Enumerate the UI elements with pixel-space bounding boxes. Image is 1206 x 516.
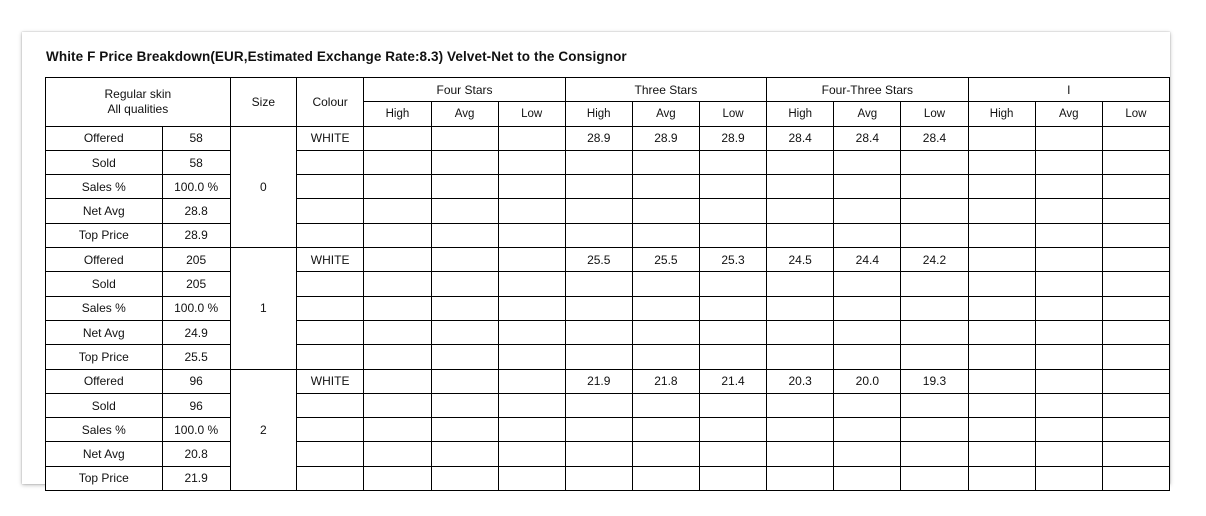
- row-label: Sold: [46, 150, 163, 174]
- data-cell: [767, 272, 834, 296]
- data-cell: [699, 223, 766, 247]
- data-cell: [431, 320, 498, 344]
- data-cell: [1102, 126, 1169, 150]
- corner-line-1: Regular skin: [104, 86, 172, 101]
- colour-cell-empty: [296, 175, 363, 199]
- header-sub-three-low: Low: [699, 102, 766, 126]
- data-cell: [498, 248, 565, 272]
- data-cell: [699, 345, 766, 369]
- data-cell: 20.0: [834, 369, 901, 393]
- data-cell: 25.5: [632, 248, 699, 272]
- data-cell: [1102, 199, 1169, 223]
- data-cell: [901, 296, 968, 320]
- colour-cell: WHITE: [296, 248, 363, 272]
- data-cell: [364, 175, 431, 199]
- data-cell: [1102, 369, 1169, 393]
- data-cell: [1035, 442, 1102, 466]
- table-header: [46, 78, 1170, 127]
- data-cell: [1035, 296, 1102, 320]
- data-cell: 21.9: [565, 369, 632, 393]
- data-cell: [498, 223, 565, 247]
- data-cell: [498, 442, 565, 466]
- data-cell: [901, 199, 968, 223]
- header-sub-i-low: Low: [1102, 102, 1169, 126]
- row-value: 58: [162, 126, 230, 150]
- table-row: [46, 320, 1170, 344]
- table-row: [46, 296, 1170, 320]
- colour-cell-empty: [296, 442, 363, 466]
- data-cell: [632, 466, 699, 490]
- data-cell: [901, 418, 968, 442]
- row-label: Sold: [46, 393, 163, 417]
- row-value: 24.9: [162, 320, 230, 344]
- data-cell: 28.9: [699, 126, 766, 150]
- data-cell: [364, 369, 431, 393]
- data-cell: [767, 320, 834, 344]
- data-cell: [565, 223, 632, 247]
- data-cell: [1102, 320, 1169, 344]
- data-cell: [364, 296, 431, 320]
- table-row: [46, 175, 1170, 199]
- data-cell: [968, 393, 1035, 417]
- data-cell: [498, 320, 565, 344]
- data-cell: [431, 369, 498, 393]
- data-cell: [632, 223, 699, 247]
- table-row: [46, 150, 1170, 174]
- row-label: Net Avg: [46, 320, 163, 344]
- data-cell: [364, 466, 431, 490]
- data-cell: [834, 320, 901, 344]
- data-cell: [632, 175, 699, 199]
- table-row: [46, 418, 1170, 442]
- data-cell: [431, 150, 498, 174]
- data-cell: [431, 223, 498, 247]
- data-cell: [1035, 199, 1102, 223]
- table-row: [46, 345, 1170, 369]
- row-value: 58: [162, 150, 230, 174]
- data-cell: [498, 150, 565, 174]
- data-cell: [834, 466, 901, 490]
- data-cell: [431, 175, 498, 199]
- data-cell: [565, 345, 632, 369]
- data-cell: [834, 418, 901, 442]
- data-cell: 28.4: [767, 126, 834, 150]
- data-cell: 28.9: [565, 126, 632, 150]
- data-cell: [364, 442, 431, 466]
- data-cell: [901, 393, 968, 417]
- data-cell: [632, 345, 699, 369]
- data-cell: [565, 199, 632, 223]
- table-row: [46, 223, 1170, 247]
- data-cell: [968, 466, 1035, 490]
- table-body: [46, 126, 1170, 490]
- header-sub-fourthree-avg: Avg: [834, 102, 901, 126]
- data-cell: [968, 369, 1035, 393]
- data-cell: [565, 150, 632, 174]
- data-cell: [901, 150, 968, 174]
- data-cell: [767, 175, 834, 199]
- data-cell: [767, 393, 834, 417]
- data-cell: [968, 442, 1035, 466]
- corner-header: [46, 78, 231, 127]
- row-value: 20.8: [162, 442, 230, 466]
- data-cell: [498, 418, 565, 442]
- data-cell: [968, 418, 1035, 442]
- data-cell: [565, 393, 632, 417]
- header-group-i: I: [968, 78, 1169, 102]
- data-cell: [901, 320, 968, 344]
- data-cell: [565, 466, 632, 490]
- header-group-four-three-stars: Four-Three Stars: [767, 78, 968, 102]
- data-cell: [1035, 369, 1102, 393]
- data-cell: [1102, 248, 1169, 272]
- data-cell: [431, 466, 498, 490]
- header-sub-three-avg: Avg: [632, 102, 699, 126]
- data-cell: [767, 223, 834, 247]
- data-cell: [901, 175, 968, 199]
- data-cell: [968, 296, 1035, 320]
- data-cell: [498, 175, 565, 199]
- data-cell: 24.4: [834, 248, 901, 272]
- size-cell: 0: [230, 126, 296, 247]
- data-cell: [968, 126, 1035, 150]
- data-cell: [968, 272, 1035, 296]
- data-cell: [498, 126, 565, 150]
- row-value: 100.0 %: [162, 296, 230, 320]
- colour-cell-empty: [296, 345, 363, 369]
- header-sub-four-avg: Avg: [431, 102, 498, 126]
- row-value: 21.9: [162, 466, 230, 490]
- colour-cell-empty: [296, 199, 363, 223]
- data-cell: [1035, 223, 1102, 247]
- data-cell: [364, 248, 431, 272]
- data-cell: [834, 175, 901, 199]
- row-value: 100.0 %: [162, 418, 230, 442]
- data-cell: [565, 175, 632, 199]
- colour-cell: WHITE: [296, 369, 363, 393]
- data-cell: 25.5: [565, 248, 632, 272]
- table-row: [46, 442, 1170, 466]
- data-cell: [1102, 466, 1169, 490]
- header-colour: Colour: [296, 78, 363, 127]
- data-cell: [767, 296, 834, 320]
- data-cell: [834, 150, 901, 174]
- data-cell: [968, 150, 1035, 174]
- colour-cell-empty: [296, 272, 363, 296]
- data-cell: [632, 199, 699, 223]
- data-cell: [431, 248, 498, 272]
- data-cell: [431, 442, 498, 466]
- colour-cell-empty: [296, 393, 363, 417]
- data-cell: [632, 320, 699, 344]
- data-cell: [968, 345, 1035, 369]
- data-cell: [632, 442, 699, 466]
- data-cell: [364, 418, 431, 442]
- data-cell: [1102, 272, 1169, 296]
- data-cell: [431, 126, 498, 150]
- data-cell: [1102, 418, 1169, 442]
- data-cell: [901, 272, 968, 296]
- row-label: Top Price: [46, 223, 163, 247]
- data-cell: [565, 442, 632, 466]
- data-cell: [632, 418, 699, 442]
- data-cell: [431, 199, 498, 223]
- row-value: 25.5: [162, 345, 230, 369]
- size-cell: 2: [230, 369, 296, 490]
- data-cell: [699, 199, 766, 223]
- data-cell: [1035, 320, 1102, 344]
- table-row: [46, 126, 1170, 150]
- data-cell: 28.4: [901, 126, 968, 150]
- data-cell: [767, 150, 834, 174]
- data-cell: [1102, 150, 1169, 174]
- data-cell: [364, 223, 431, 247]
- header-row-groups: [46, 78, 1170, 102]
- colour-cell-empty: [296, 223, 363, 247]
- row-value: 205: [162, 248, 230, 272]
- row-label: Net Avg: [46, 442, 163, 466]
- row-label: Sales %: [46, 175, 163, 199]
- data-cell: [968, 199, 1035, 223]
- corner-line-2: All qualities: [107, 101, 169, 116]
- row-label: Sales %: [46, 296, 163, 320]
- header-sub-four-low: Low: [498, 102, 565, 126]
- data-cell: 21.8: [632, 369, 699, 393]
- data-cell: [901, 223, 968, 247]
- data-cell: [431, 296, 498, 320]
- header-sub-i-avg: Avg: [1035, 102, 1102, 126]
- table-row: [46, 199, 1170, 223]
- data-cell: [1102, 223, 1169, 247]
- data-cell: [1102, 296, 1169, 320]
- data-cell: [498, 345, 565, 369]
- price-breakdown-table: [45, 77, 1170, 491]
- data-cell: [565, 418, 632, 442]
- data-cell: [767, 345, 834, 369]
- data-cell: [632, 272, 699, 296]
- data-cell: [1035, 175, 1102, 199]
- data-cell: [1035, 393, 1102, 417]
- row-value: 28.8: [162, 199, 230, 223]
- row-label: Sales %: [46, 418, 163, 442]
- data-cell: [498, 466, 565, 490]
- data-cell: [632, 393, 699, 417]
- data-cell: [1035, 150, 1102, 174]
- colour-cell-empty: [296, 320, 363, 344]
- data-cell: [834, 393, 901, 417]
- data-cell: [901, 466, 968, 490]
- data-cell: [699, 466, 766, 490]
- data-cell: [901, 442, 968, 466]
- data-cell: [1102, 175, 1169, 199]
- data-cell: 25.3: [699, 248, 766, 272]
- header-group-three-stars: Three Stars: [565, 78, 766, 102]
- row-value: 96: [162, 393, 230, 417]
- data-cell: [364, 126, 431, 150]
- data-cell: [1102, 442, 1169, 466]
- colour-cell: WHITE: [296, 126, 363, 150]
- row-label: Top Price: [46, 345, 163, 369]
- data-cell: [968, 248, 1035, 272]
- header-sub-three-high: High: [565, 102, 632, 126]
- data-cell: [364, 345, 431, 369]
- data-cell: [699, 175, 766, 199]
- data-cell: [1035, 466, 1102, 490]
- table-row: [46, 248, 1170, 272]
- data-cell: [968, 223, 1035, 247]
- page-title: White F Price Breakdown(EUR,Estimated Exchange Rate:8.3) Velvet-Net to the Consignor: [46, 49, 627, 64]
- row-value: 100.0 %: [162, 175, 230, 199]
- data-cell: [565, 296, 632, 320]
- data-cell: [498, 296, 565, 320]
- data-cell: [699, 272, 766, 296]
- row-label: Offered: [46, 126, 163, 150]
- data-cell: [1035, 126, 1102, 150]
- colour-cell-empty: [296, 150, 363, 174]
- data-cell: [498, 199, 565, 223]
- header-sub-fourthree-high: High: [767, 102, 834, 126]
- row-label: Top Price: [46, 466, 163, 490]
- data-cell: [834, 442, 901, 466]
- row-value: 205: [162, 272, 230, 296]
- data-cell: [364, 393, 431, 417]
- data-cell: [498, 369, 565, 393]
- data-cell: 24.5: [767, 248, 834, 272]
- table-row: [46, 272, 1170, 296]
- data-cell: 21.4: [699, 369, 766, 393]
- data-cell: [364, 150, 431, 174]
- data-cell: [834, 345, 901, 369]
- colour-cell-empty: [296, 418, 363, 442]
- data-cell: [1035, 345, 1102, 369]
- data-cell: [364, 199, 431, 223]
- data-cell: 24.2: [901, 248, 968, 272]
- table-row: [46, 369, 1170, 393]
- data-cell: [699, 418, 766, 442]
- data-cell: 28.9: [632, 126, 699, 150]
- header-sub-fourthree-low: Low: [901, 102, 968, 126]
- header-sub-i-high: High: [968, 102, 1035, 126]
- size-cell: 1: [230, 248, 296, 369]
- data-cell: [968, 175, 1035, 199]
- header-sub-four-high: High: [364, 102, 431, 126]
- data-cell: [699, 320, 766, 344]
- data-cell: [1035, 248, 1102, 272]
- row-label: Offered: [46, 248, 163, 272]
- data-cell: [699, 442, 766, 466]
- data-cell: [431, 345, 498, 369]
- data-cell: [968, 320, 1035, 344]
- data-cell: [699, 393, 766, 417]
- data-cell: [834, 223, 901, 247]
- row-value: 96: [162, 369, 230, 393]
- row-label: Net Avg: [46, 199, 163, 223]
- colour-cell-empty: [296, 466, 363, 490]
- data-cell: [1035, 272, 1102, 296]
- data-cell: [1102, 393, 1169, 417]
- colour-cell-empty: [296, 296, 363, 320]
- header-group-four-stars: Four Stars: [364, 78, 565, 102]
- data-cell: [1102, 345, 1169, 369]
- data-cell: 20.3: [767, 369, 834, 393]
- data-cell: 19.3: [901, 369, 968, 393]
- data-cell: [431, 418, 498, 442]
- data-cell: 28.4: [834, 126, 901, 150]
- data-cell: [364, 272, 431, 296]
- row-label: Offered: [46, 369, 163, 393]
- data-cell: [632, 150, 699, 174]
- data-cell: [699, 296, 766, 320]
- report-card: [22, 32, 1170, 484]
- row-label: Sold: [46, 272, 163, 296]
- data-cell: [834, 272, 901, 296]
- data-cell: [498, 272, 565, 296]
- data-cell: [699, 150, 766, 174]
- data-cell: [767, 418, 834, 442]
- data-cell: [364, 320, 431, 344]
- data-cell: [431, 272, 498, 296]
- data-cell: [901, 345, 968, 369]
- data-cell: [834, 296, 901, 320]
- data-cell: [767, 442, 834, 466]
- table-row: [46, 393, 1170, 417]
- data-cell: [565, 272, 632, 296]
- data-cell: [498, 393, 565, 417]
- data-cell: [632, 296, 699, 320]
- header-size: Size: [230, 78, 296, 127]
- data-cell: [565, 320, 632, 344]
- data-cell: [1035, 418, 1102, 442]
- data-cell: [767, 466, 834, 490]
- data-cell: [834, 199, 901, 223]
- row-value: 28.9: [162, 223, 230, 247]
- data-cell: [767, 199, 834, 223]
- data-cell: [431, 393, 498, 417]
- table-row: [46, 466, 1170, 490]
